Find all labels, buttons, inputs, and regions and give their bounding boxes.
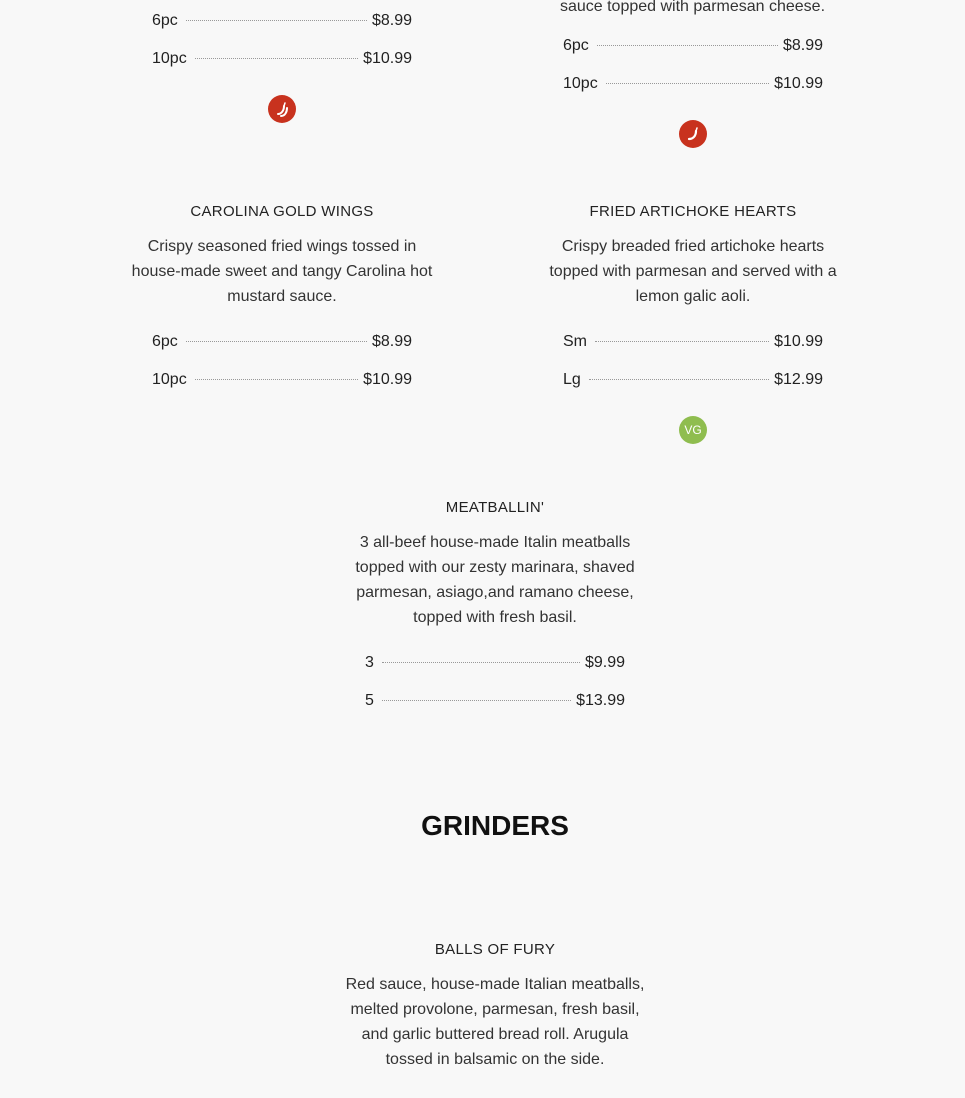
price-size: Lg xyxy=(563,371,581,388)
menu-item-carolina-gold-wings xyxy=(127,203,437,309)
item-description: sauce topped with parmesan cheese. xyxy=(559,0,826,15)
item-title: BALLS OF FURY xyxy=(434,941,556,958)
item-title: CAROLINA GOLD WINGS xyxy=(190,203,374,220)
price-row xyxy=(152,367,412,405)
item-description: Crispy breaded fried artichoke hearts topped with parmesan and served with a lemon galic aoli. xyxy=(549,238,837,305)
dot-leader xyxy=(195,365,358,380)
price-value: $10.99 xyxy=(363,371,412,388)
price-size: 6pc xyxy=(152,333,178,350)
price-value: $8.99 xyxy=(371,12,412,29)
chili-pepper-icon xyxy=(679,120,707,148)
price-row xyxy=(152,8,412,46)
item-description: Crispy seasoned fried wings tossed in house-made sweet and tangy Carolina hot mustard sauce. xyxy=(131,238,433,305)
dot-leader xyxy=(186,327,367,342)
dot-leader xyxy=(186,6,367,21)
price-size: 6pc xyxy=(152,12,178,29)
dot-leader xyxy=(382,686,571,701)
price-size: 10pc xyxy=(152,50,187,67)
price-size: Sm xyxy=(563,333,587,350)
price-value: $8.99 xyxy=(782,37,823,54)
price-value: $9.99 xyxy=(584,654,625,671)
dot-leader xyxy=(595,327,769,342)
dot-leader xyxy=(606,69,769,84)
partial-left-prices xyxy=(152,8,412,84)
price-size: 6pc xyxy=(563,37,589,54)
price-size: 3 xyxy=(365,654,374,671)
dot-leader xyxy=(382,648,580,663)
price-value: $8.99 xyxy=(371,333,412,350)
item-title: MEATBALLIN' xyxy=(445,499,545,516)
price-size: 5 xyxy=(365,692,374,709)
price-row xyxy=(365,650,625,688)
item-description: 3 all-beef house-made Italin meatballs topped with our zesty marinara, shaved parmesan, asiago,and ramano cheese, topped with fresh basil. xyxy=(355,534,635,626)
price-value: $10.99 xyxy=(363,50,412,67)
menu-item-balls-of-fury xyxy=(340,941,650,1072)
price-row xyxy=(563,71,823,109)
price-row xyxy=(563,33,823,71)
price-size: 10pc xyxy=(152,371,187,388)
item-description: Red sauce, house-made Italian meatballs, melted provolone, parmesan, fresh basil, and garlic buttered bread roll. Arugula tossed in balsamic on the side. xyxy=(345,976,645,1068)
price-size: 10pc xyxy=(563,75,598,92)
price-value: $10.99 xyxy=(774,75,823,92)
double-chili-pepper-icon xyxy=(268,95,296,123)
carolina-prices xyxy=(152,329,412,405)
meatballin-prices xyxy=(365,650,625,726)
menu-item-fried-artichoke-hearts xyxy=(543,203,843,309)
item-title: FRIED ARTICHOKE HEARTS xyxy=(589,203,797,220)
vegetarian-badge: VG xyxy=(679,416,707,444)
price-row xyxy=(152,46,412,84)
dot-leader xyxy=(195,44,358,59)
artichoke-prices xyxy=(563,329,823,405)
dot-leader xyxy=(589,365,769,380)
price-value: $13.99 xyxy=(576,692,625,709)
price-value: $10.99 xyxy=(774,333,823,350)
section-heading-grinders: GRINDERS xyxy=(421,810,569,841)
price-row xyxy=(563,367,823,405)
partial-right-item xyxy=(545,0,840,19)
price-row xyxy=(563,329,823,367)
price-row xyxy=(152,329,412,367)
partial-right-prices xyxy=(563,33,823,109)
price-row xyxy=(365,688,625,726)
price-value: $12.99 xyxy=(774,371,823,388)
dot-leader xyxy=(597,31,778,46)
menu-item-meatballin xyxy=(345,499,645,630)
